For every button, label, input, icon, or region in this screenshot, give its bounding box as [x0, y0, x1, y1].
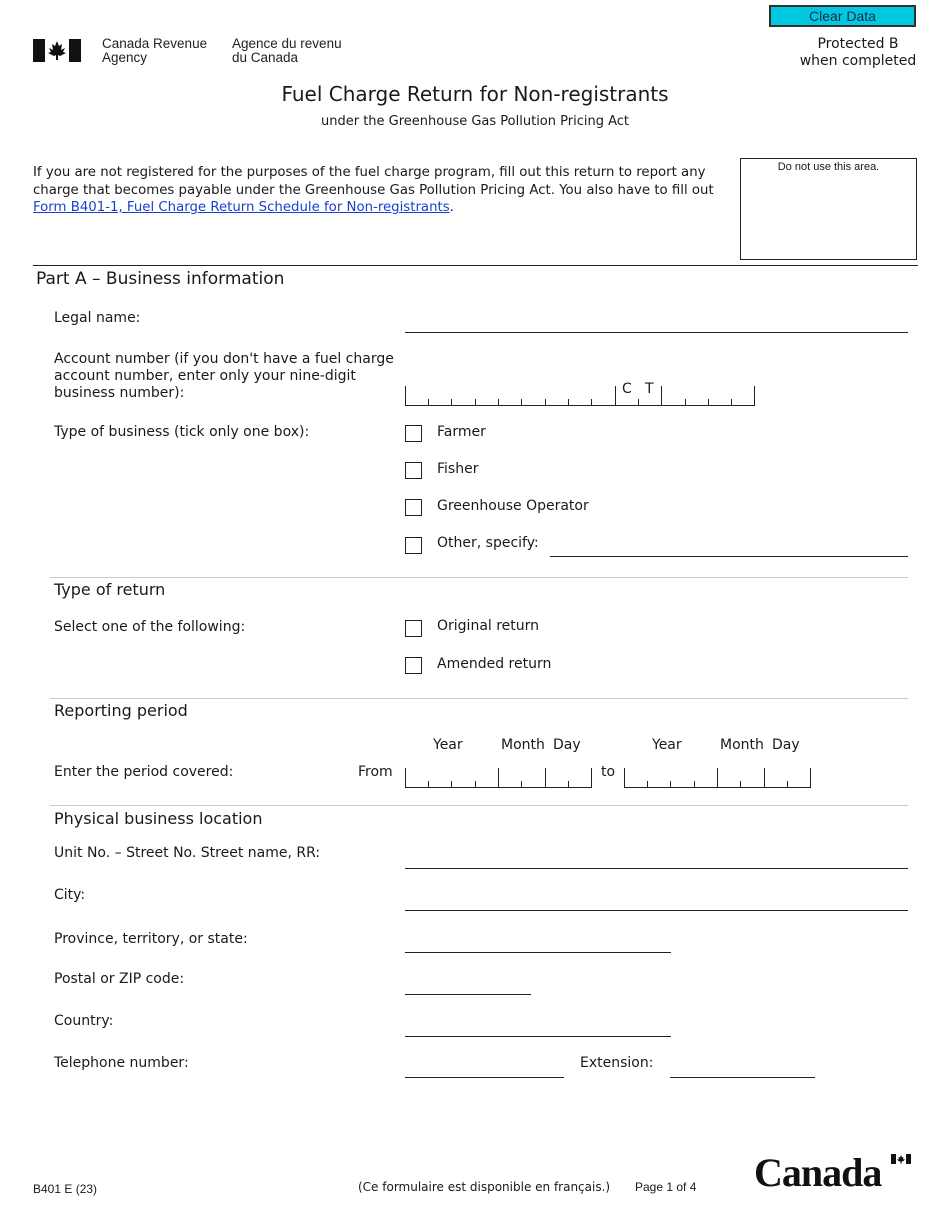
province-input[interactable]: [405, 952, 671, 953]
extension-label: Extension:: [580, 1055, 654, 1071]
government-flag-logo: [33, 39, 81, 62]
fisher-checkbox[interactable]: [405, 462, 422, 479]
telephone-label: Telephone number:: [54, 1055, 189, 1071]
page-subtitle: under the Greenhouse Gas Pollution Pricing Act: [320, 114, 629, 129]
period-from-date-input[interactable]: [405, 768, 592, 788]
schedule-form-link[interactable]: Form B401-1, Fuel Charge Return Schedule for Non-registrants: [33, 200, 450, 215]
protected-b-label: Protected B when completed: [799, 36, 917, 69]
page-title: Fuel Charge Return for Non-registrants: [281, 82, 669, 106]
farmer-label: Farmer: [437, 424, 486, 440]
reporting-period-heading: Reporting period: [54, 701, 188, 720]
program-letter-c: C: [622, 381, 632, 397]
office-use-box: [740, 158, 917, 260]
province-label: Province, territory, or state:: [54, 931, 248, 947]
greenhouse-operator-checkbox[interactable]: [405, 499, 422, 516]
to-month-header: Month: [720, 737, 764, 753]
amended-return-checkbox[interactable]: [405, 657, 422, 674]
from-year-header: Year: [433, 737, 463, 753]
to-day-header: Day: [772, 737, 800, 753]
divider: [50, 577, 908, 578]
part-a-heading: Part A – Business information: [36, 269, 285, 289]
extension-input[interactable]: [670, 1077, 815, 1078]
legal-name-label: Legal name:: [54, 310, 141, 326]
divider: [50, 698, 908, 699]
period-covered-label: Enter the period covered:: [54, 764, 234, 780]
divider: [50, 805, 908, 806]
agency-name-en: Canada Revenue Agency: [102, 36, 208, 65]
maple-leaf-icon: [48, 41, 66, 60]
wordmark-flag-icon: [891, 1154, 911, 1164]
other-business-label: Other, specify:: [437, 535, 539, 551]
account-number-input[interactable]: [405, 386, 755, 406]
original-return-checkbox[interactable]: [405, 620, 422, 637]
legal-name-input[interactable]: [405, 332, 908, 333]
type-of-return-heading: Type of return: [54, 580, 166, 599]
form-code: B401 E (23): [33, 1182, 98, 1196]
from-day-header: Day: [553, 737, 581, 753]
intro-text-end: .: [449, 200, 454, 215]
program-letter-t: T: [645, 381, 654, 397]
canada-wordmark: Canada: [754, 1150, 914, 1198]
to-year-header: Year: [652, 737, 682, 753]
country-label: Country:: [54, 1013, 114, 1029]
from-label: From: [358, 764, 393, 780]
office-use-label: Do not use this area.: [777, 161, 880, 173]
other-business-specify-input[interactable]: [550, 556, 908, 557]
telephone-input[interactable]: [405, 1077, 564, 1078]
country-input[interactable]: [405, 1036, 671, 1037]
amended-return-label: Amended return: [437, 656, 552, 672]
from-month-header: Month: [501, 737, 545, 753]
intro-text: If you are not registered for the purposes of the fuel charge program, fill out this return to report any charge that becomes payable under the Greenhouse Gas Pollution Pricing Act. You also have to fill out: [33, 165, 714, 198]
postal-code-input[interactable]: [405, 994, 531, 995]
street-address-label: Unit No. – Street No. Street name, RR:: [54, 845, 321, 861]
clear-data-button[interactable]: Clear Data: [769, 5, 916, 27]
street-address-input[interactable]: [405, 868, 908, 869]
account-number-label: Account number (if you don't have a fuel charge account number, enter only your nine-digit business number):: [54, 351, 394, 401]
agency-name-fr: Agence du revenu du Canada: [232, 36, 342, 65]
section-rule: [33, 265, 918, 266]
city-label: City:: [54, 887, 86, 903]
page-number: Page 1 of 4: [635, 1180, 697, 1194]
period-to-date-input[interactable]: [624, 768, 811, 788]
other-business-checkbox[interactable]: [405, 537, 422, 554]
to-label: to: [601, 764, 616, 780]
postal-code-label: Postal or ZIP code:: [54, 971, 185, 987]
type-of-return-label: Select one of the following:: [54, 619, 246, 635]
original-return-label: Original return: [437, 618, 540, 634]
farmer-checkbox[interactable]: [405, 425, 422, 442]
city-input[interactable]: [405, 910, 908, 911]
business-type-label: Type of business (tick only one box):: [54, 424, 310, 440]
intro-paragraph: [33, 164, 723, 217]
french-availability-note: (Ce formulaire est disponible en français.): [358, 1180, 611, 1194]
location-heading: Physical business location: [54, 809, 263, 828]
fisher-label: Fisher: [437, 461, 479, 477]
greenhouse-operator-label: Greenhouse Operator: [437, 498, 589, 514]
